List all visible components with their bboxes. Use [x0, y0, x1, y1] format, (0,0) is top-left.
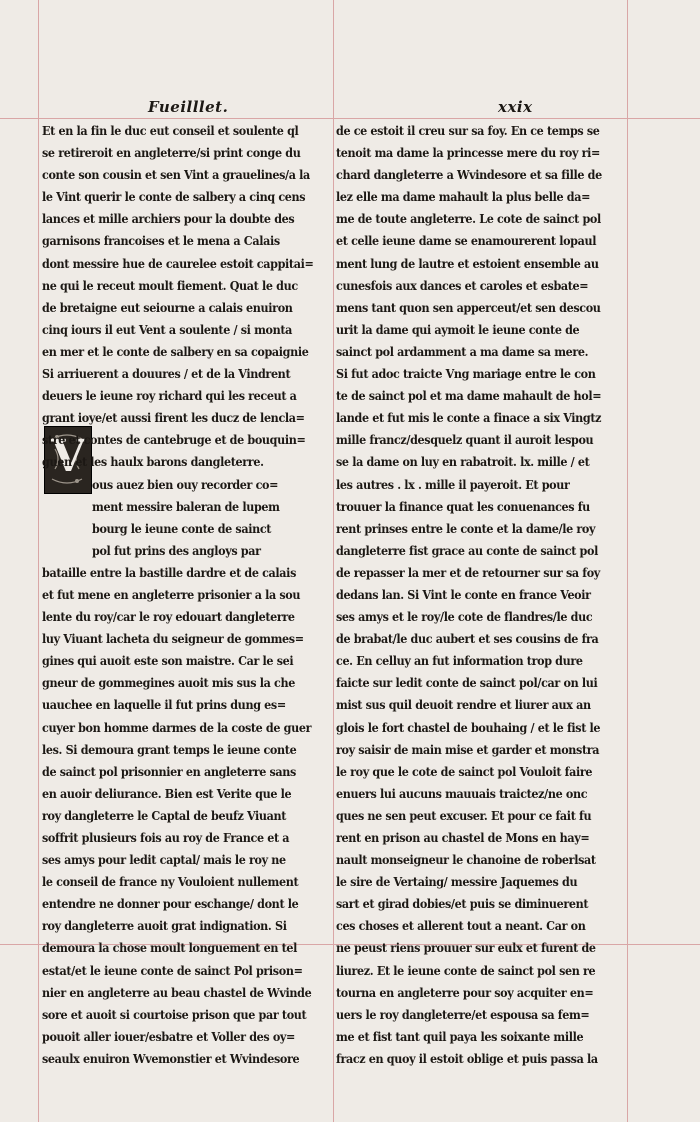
- text-line: sart et girad dobies/et puis se diminuerent: [336, 896, 589, 912]
- text-line: cinq iours il eut Vent a soulente / si monta: [42, 321, 293, 337]
- text-line: pol fut prins des angloys par: [92, 542, 261, 558]
- text-line: pouoit aller iouer/esbatre et Voller des oy=: [42, 1028, 296, 1044]
- text-line: se retireroit en angleterre/si print conge du: [42, 145, 301, 161]
- text-line: seaulx enuiron Wvemonstier et Wvindesore: [42, 1050, 300, 1066]
- text-line: faicte sur ledit conte de sainct pol/car on lui: [336, 675, 598, 691]
- text-line: dangleterre fist grace au conte de sainct pol: [336, 542, 598, 558]
- text-line: trouuer la finance quat les conuenances fu: [336, 498, 590, 514]
- text-line: te de sainct pol et ma dame mahault de hol=: [336, 388, 602, 404]
- margin-rule-left: [38, 0, 39, 1122]
- text-line: urit la dame qui aymoit le ieune conte de: [336, 321, 580, 337]
- text-line: enuers lui aucuns mauuais traictez/ne onc: [336, 785, 588, 801]
- text-line: demoura la chose moult longuement en tel: [42, 940, 298, 956]
- text-line: gneur de gommegines auoit mis sus la che: [42, 675, 295, 691]
- folio-number: xxix: [498, 98, 533, 116]
- text-line: cuyer bon homme darmes de la coste de guer: [42, 719, 312, 735]
- text-line: entendre ne donner pour eschange/ dont le: [42, 896, 299, 912]
- text-line: et celle ieune dame se enamourerent lopaul: [336, 233, 597, 249]
- initial-letter: V: [51, 431, 86, 482]
- text-line: bataille entre la bastille dardre et de calais: [42, 564, 296, 580]
- text-line: le Vint querir le conte de salbery a cinq cens: [42, 189, 306, 205]
- text-line: de brabat/le duc aubert et ses cousins de fra: [336, 631, 599, 647]
- text-line: chard dangleterre a Wvindesore et sa fille de: [336, 167, 602, 183]
- text-line: Si fut adoc traicte Vng mariage entre le con: [336, 366, 596, 382]
- text-line: liurez. Et le ieune conte de sainct pol sen re: [336, 962, 596, 978]
- text-line: ses amys pour ledit captal/ mais le roy ne: [42, 852, 286, 868]
- text-line: rent prinses entre le conte et la dame/le roy: [336, 520, 596, 536]
- text-line: lances et mille archiers pour la doubte des: [42, 211, 295, 227]
- text-line: ne peust riens prouuer sur eulx et furent de: [336, 940, 596, 956]
- text-line: dedans lan. Si Vint le conte en france Veoir: [336, 586, 591, 602]
- text-line: en mer et le conte de salbery en sa copaignie: [42, 343, 309, 359]
- margin-rule-center: [333, 0, 334, 1122]
- margin-rule-right: [627, 0, 628, 1122]
- text-line: roy dangleterre le Captal de beufz Viuant: [42, 807, 287, 823]
- text-line: les. Si demoura grant temps le ieune conte: [42, 741, 297, 757]
- text-line: me de toute angleterre. Le cote de sainct pol: [336, 211, 601, 227]
- text-line: mist sus quil deuoit rendre et liurer aux an: [336, 697, 591, 713]
- text-line: cunesfois aux dances et caroles et esbate=: [336, 277, 589, 293]
- text-line: mille francz/desquelz quant il auroit lespou: [336, 432, 594, 448]
- text-line: rent en prison au chastel de Mons en hay=: [336, 830, 590, 845]
- text-line: tenoit ma dame la princesse mere du roy ri=: [336, 145, 601, 161]
- text-line: lande et fut mis le conte a finace a six Vingtz: [336, 410, 602, 426]
- margin-rule-top: [0, 118, 700, 119]
- text-line: estat/et le ieune conte de sainct Pol prison=: [42, 962, 303, 978]
- text-line: ment lung de lautre et estoient ensemble au: [336, 255, 599, 271]
- text-line: le roy que le cote de sainct pol Vouloit faire: [336, 763, 593, 779]
- text-line: roy dangleterre auoit grat indignation. Si: [42, 918, 287, 934]
- text-line: tourna en angleterre pour soy acquiter en=: [336, 984, 594, 1000]
- text-line: lez elle ma dame mahault la plus belle da=: [336, 189, 591, 205]
- text-line: de repasser la mer et de retourner sur sa foy: [336, 564, 600, 580]
- text-line: ce. En celluy an fut information trop dure: [336, 653, 583, 669]
- text-line: me et fist tant quil paya les soixante mille: [336, 1028, 584, 1044]
- right-text-column: [336, 120, 626, 1070]
- text-line: conte son cousin et sen Vint a grauelines/a la: [42, 167, 310, 183]
- text-line: sainct pol ardamment a ma dame sa mere.: [336, 343, 589, 359]
- text-line: ces choses et allerent tout a neant. Car on: [336, 918, 586, 934]
- text-line: dont messire hue de caurelee estoit cappitai=: [42, 255, 314, 271]
- text-line: les autres . lx . mille il payeroit. Et pour: [336, 476, 570, 492]
- text-line: ous auez bien ouy recorder co=: [92, 476, 279, 492]
- text-line: garnisons francoises et le mena a Calais: [42, 233, 280, 249]
- text-line: guen et les haulx barons dangleterre.: [42, 454, 264, 470]
- text-line: ques ne sen peut excuser. Et pour ce fait fu: [336, 807, 592, 823]
- running-head-title: Fueilllet.: [148, 98, 229, 116]
- text-line: Et en la fin le duc eut conseil et soulente ql: [42, 123, 299, 138]
- text-line: lente du roy/car le roy edouart dangleterre: [42, 609, 295, 625]
- text-line: luy Viuant lacheta du seigneur de gommes=: [42, 631, 304, 647]
- text-line: Si arriuerent a douures / et de la Vindrent: [42, 366, 291, 382]
- text-line: se la dame on luy en rabatroit. lx. mille / et: [336, 454, 590, 470]
- text-line: mens tant quon sen apperceut/et sen descou: [336, 299, 601, 315]
- text-line: de sainct pol prisonnier en angleterre sans: [42, 763, 296, 779]
- text-line: sore et auoit si courtoise prison que par tout: [42, 1006, 307, 1022]
- text-line: uers le roy dangleterre/et espousa sa fem=: [336, 1006, 590, 1022]
- text-line: de bretaigne eut seiourne a calais enuiron: [42, 299, 293, 315]
- text-line: bourg le ieune conte de sainct: [92, 520, 272, 536]
- text-line: soffrit plusieurs fois au roy de France et a: [42, 830, 290, 845]
- text-line: ment messire baleran de lupem: [92, 498, 280, 514]
- text-line: stre et contes de cantebruge et de bouquin=: [42, 432, 306, 448]
- text-line: fracz en quoy il estoit oblige et puis passa la: [336, 1050, 598, 1066]
- text-line: le conseil de france ny Vouloient nullement: [42, 874, 299, 890]
- text-line: deuers le ieune roy richard qui les receut a: [42, 388, 297, 404]
- text-line: en auoir deliurance. Bien est Verite que le: [42, 785, 292, 801]
- text-line: nault monseigneur le chanoine de roberlsat: [336, 852, 596, 868]
- text-line: uauchee en laquelle il fut prins dung es=: [42, 697, 286, 713]
- text-line: ses amys et le roy/le cote de flandres/le duc: [336, 609, 593, 625]
- text-line: nier en angleterre au beau chastel de Wvinde: [42, 984, 312, 1000]
- text-line: et fut mene en angleterre prisonier a la sou: [42, 586, 301, 602]
- text-line: le sire de Vertaing/ messire Jaquemes du: [336, 874, 578, 890]
- left-text-column: [42, 120, 332, 1070]
- text-line: de ce estoit il creu sur sa foy. En ce temps se: [336, 123, 600, 138]
- text-line: ne qui le receut moult fiement. Quat le duc: [42, 277, 298, 293]
- text-line: glois le fort chastel de bouhaing / et le fist le: [336, 719, 601, 735]
- text-line: roy saisir de main mise et garder et monstra: [336, 741, 600, 757]
- text-line: gines qui auoit este son maistre. Car le sei: [42, 653, 294, 669]
- text-line: grant ioye/et aussi firent les ducz de lencla=: [42, 410, 305, 426]
